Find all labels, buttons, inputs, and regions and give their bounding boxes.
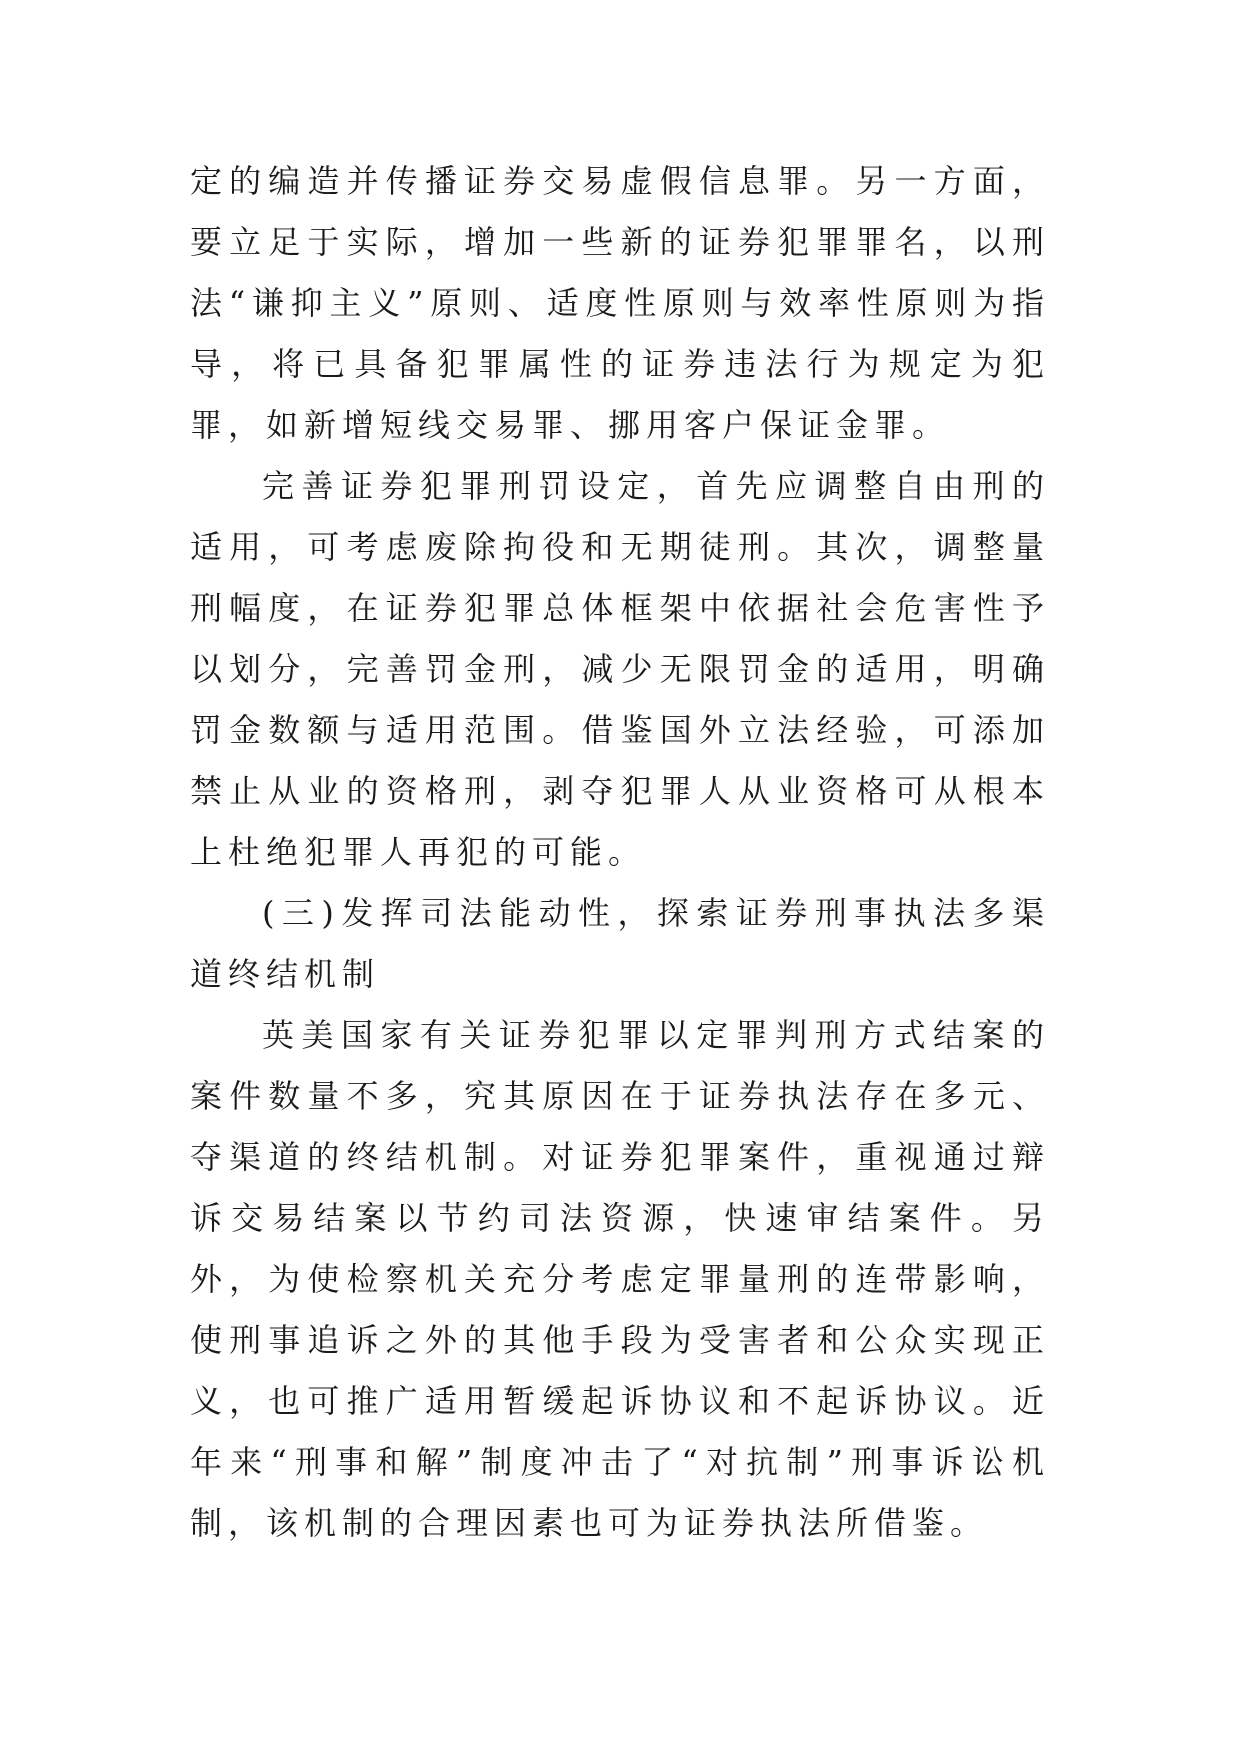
paragraph-3: 英美国家有关证券犯罪以定罪判刑方式结案的案件数量不多，究其原因在于证券执法存在多元、夺渠道的终结机制。对证券犯罪案件，重视通过辩诉交易结案以节约司法资源，快速审结案件。另外，为使检察机关充分考虑定罪量刑的连带影响，使刑事追诉之外的其他手段为受害者和公众实现正义，也可推广适用暂缓起诉协议和不起诉协议。近年来“刑事和解”制度冲击了“对抗制”刑事诉讼机制，该机制的合理因素也可为证券执法所借鉴。 bbox=[190, 1016, 1050, 1542]
paragraph-2: 完善证券犯罪刑罚设定，首先应调整自由刑的适用，可考虑废除拘役和无期徒刑。其次，调整量刑幅度，在证券犯罪总体框架中依据社会危害性予以划分，完善罚金刑，减少无限罚金的适用，明确罚金数额与适用范围。借鉴国外立法经验，可添加禁止从业的资格刑，剥夺犯罪人从业资格可从根本上杜绝犯罪人再犯的可能。 bbox=[190, 467, 1050, 871]
document-body bbox=[190, 151, 1050, 1554]
paragraph-1: 定的编造并传播证券交易虚假信息罪。另一方面，要立足于实际，增加一些新的证券犯罪罪名，以刑法“谦抑主义”原则、适度性原则与效率性原则为指导，将已具备犯罪属性的证券违法行为规定为犯罪，如新增短线交易罪、挪用客户保证金罪。 bbox=[190, 162, 1050, 444]
section-heading: (三)发挥司法能动性，探索证券刑事执法多渠道终结机制 bbox=[190, 894, 1050, 993]
